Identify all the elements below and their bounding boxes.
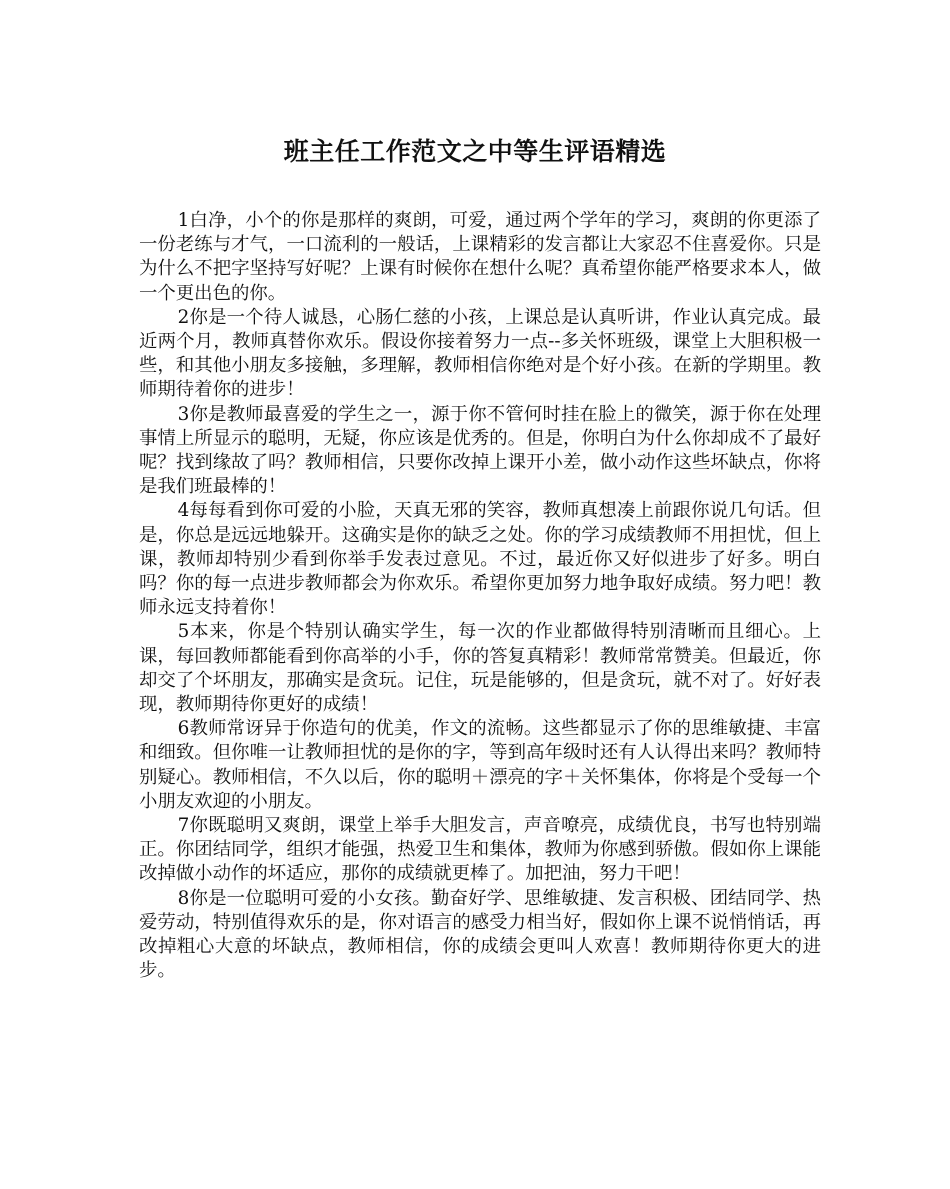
comment-paragraph-4: 4每每看到你可爱的小脸，天真无邪的笑容，教师真想凑上前跟你说几句话。但是，你总是远远地躲开。这确实是你的缺乏之处。你的学习成绩教师不用担忧，但上课，教师却特别少看到你举手发表过意见。不过，最近你又好似进步了好多。明白吗？你的每一点进步教师都会为你欢乐。希望你更加努力地争取好成绩。努力吧！教师永远支持着你！: [139, 500, 821, 619]
comment-paragraph-5: 5本来，你是个特别认确实学生，每一次的作业都做得特别清晰而且细心。上课，每回教师都能看到你高举的小手，你的答复真精彩！教师常常赞美。但最近，你却交了个坏朋友，那确实是贪玩。记住，玩是能够的，但是贪玩，就不对了。好好表现，教师期待你更好的成绩！: [139, 621, 821, 716]
comment-paragraph-6: 6教师常讶异于你造句的优美，作文的流畅。这些都显示了你的思维敏捷、丰富和细致。但你唯一让教师担忧的是你的字，等到高年级时还有人认得出来吗？教师特别疑心。教师相信，不久以后，你的聪明＋漂亮的字＋关怀集体，你将是个受每一个小朋友欢迎的小朋友。: [139, 718, 821, 812]
comment-paragraph-8: 8你是一位聪明可爱的小女孩。勤奋好学、思维敏捷、发言积极、团结同学、热爱劳动，特别值得欢乐的是，你对语言的感受力相当好，假如你上课不说悄悄话，再改掉粗心大意的坏缺点，教师相信，你的成绩会更叫人欢喜！教师期待你更大的进步。: [139, 887, 821, 982]
comment-paragraph-7: 7你既聪明又爽朗，课堂上举手大胆发言，声音嘹亮，成绩优良，书写也特别端正。你团结同学，组织才能强，热爱卫生和集体，教师为你感到骄傲。假如你上课能改掉做小动作的坏适应，那你的成绩就更棒了。加把油，努力干吧！: [139, 815, 821, 885]
document-title: 班主任工作范文之中等生评语精选: [283, 137, 667, 166]
comment-paragraph-1: 1白净，小个的你是那样的爽朗，可爱，通过两个学年的学习，爽朗的你更添了一份老练与才气，一口流利的一般话，上课精彩的发言都让大家忍不住喜爱你。只是为什么不把字坚持写好呢？上课有时候你在想什么呢？真希望你能严格要求本人，做一个更出色的你。: [139, 210, 821, 304]
document-body: [139, 209, 821, 984]
comment-paragraph-2: 2你是一个待人诚恳，心肠仁慈的小孩，上课总是认真听讲，作业认真完成。最近两个月，教师真替你欢乐。假设你接着努力一点--多关怀班级，课堂上大胆积极一些，和其他小朋友多接触，多理解，教师相信你绝对是个好小孩。在新的学期里。教师期待着你的进步！: [139, 306, 821, 401]
comment-paragraph-3: 3你是教师最喜爱的学生之一，源于你不管何时挂在脸上的微笑，源于你在处理事情上所显示的聪明，无疑，你应该是优秀的。但是，你明白为什么你却成不了最好呢？找到缘故了吗？教师相信，只要你改掉上课开小差，做小动作这些坏缺点，你将是我们班最棒的！: [139, 403, 821, 498]
